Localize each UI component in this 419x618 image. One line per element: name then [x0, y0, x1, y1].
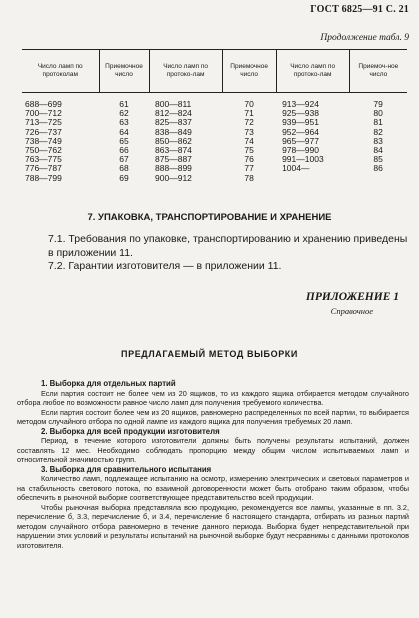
table-cell: 77 [244, 163, 254, 174]
table-cell: 825—837 [155, 117, 192, 128]
table-cell: 66 [119, 145, 129, 156]
page-header: ГОСТ 6825—91 С. 21 [310, 4, 409, 15]
table-cell: 78 [244, 172, 254, 183]
subsection-3-para-2: Чтобы рыночная выборка представляла всю продукцию, рекомендуется все лампы, указанные в пп. 3.2, перечисление б, 3.3, перечисление б, и 3.4, перечисление б настоящего стандарта, отбирать из разных партий методом случайного отбора равномерно в течение данного периода. Выборка будет непредставительной при нарушении этих условий и результаты испытаний на рыночной выборке будут несравнимы с данными протоколов изготовителя. [17, 502, 409, 550]
table-cell [349, 174, 407, 183]
table-cell: 84 [373, 145, 383, 156]
table-cell: 72 [244, 117, 254, 128]
table-cell: 939—951 [282, 117, 319, 128]
table-cell: 713—725 [25, 117, 62, 128]
table-cell: 965—977 [282, 135, 319, 146]
header-lamps-1: Число ламп по протоколам [22, 50, 99, 93]
table-cell: 800—811 [155, 99, 192, 109]
table-row [22, 137, 407, 146]
table-cell: 70 [244, 99, 254, 109]
table-cell: 64 [119, 126, 129, 137]
table-cell: 726—737 [25, 126, 62, 137]
table-cell: 991—1003 [282, 154, 324, 165]
table-cell: 61 [119, 99, 129, 109]
table-cell: 74 [244, 135, 254, 146]
table-cell: 763—775 [25, 154, 62, 165]
table-cell: 838—849 [155, 126, 192, 137]
table-cell: 788—799 [25, 172, 62, 183]
table-cell: 1004— [282, 163, 310, 174]
appendix-subtitle: Справочное [330, 306, 373, 316]
table-cell: 65 [119, 135, 129, 146]
section-7-2: 7.2. Гарантии изготовителя — в приложении 11. [48, 260, 282, 272]
table-cell: 913—924 [282, 99, 319, 109]
table-cell: 85 [373, 154, 383, 165]
subsection-3-para-1: Количество ламп, подлежащее испытанию на осмотр, измерению электрических и световых параметров и на стабильность светового потока, по взаимной договоренности может быть отобрано таким образом, чтобы обеспечить в рыночной выборке соответствующее представительство всей продукции. [17, 474, 409, 502]
section-7-title: 7. УПАКОВКА, ТРАНСПОРТИРОВАНИЕ И ХРАНЕНИЕ [87, 212, 332, 223]
table-row [22, 164, 407, 173]
table-cell: 812—824 [155, 108, 192, 119]
table-cell: 80 [373, 108, 383, 119]
table-row [22, 128, 407, 137]
table-cell: 888—899 [155, 163, 192, 174]
subsection-1-para-1: Если партия состоит не более чем из 20 ящиков, то из каждого ящика отбирается методом случайного отбора любое по возможности равное число ламп для получения требуемого количества. [17, 388, 409, 407]
section-7-1: 7.1. Требования по упаковке, транспортированию и хранению приведены в приложении 11. [48, 233, 408, 259]
header-lamps-3: Число ламп по протоко-лам [276, 50, 349, 93]
table-cell: 863—874 [155, 145, 192, 156]
subsection-3-title: 3. Выборка для сравнительного испытания [41, 464, 212, 474]
table-cell: 952—964 [282, 126, 319, 137]
acceptance-table [22, 49, 407, 183]
table-cell: 71 [244, 108, 254, 119]
table-cell: 875—887 [155, 154, 192, 165]
table-cell: 900—912 [155, 172, 192, 183]
table-cell: 68 [119, 163, 129, 174]
table-cell: 76 [244, 154, 254, 165]
table-cell: 738—749 [25, 135, 62, 146]
table-cell: 700—712 [25, 108, 62, 119]
method-title: ПРЕДЛАГАЕМЫЙ МЕТОД ВЫБОРКИ [121, 349, 298, 359]
appendix-title: ПРИЛОЖЕНИЕ 1 [305, 291, 399, 303]
table-row [22, 118, 407, 127]
subsection-2-para: Период, в течение которого изготовители должны быть получены результаты испытаний, должен составлять 12 мес. Необходимо соблюдать пропорцию между общим числом испытываемых ламп и относительной значимостью групп. [17, 436, 409, 464]
header-accept-3: Приемоч-ное число [349, 50, 407, 93]
table-row [22, 155, 407, 164]
table-cell: 73 [244, 126, 254, 137]
header-accept-1: Приемочное число [99, 50, 149, 93]
table-row [22, 146, 407, 155]
table-cell: 688—699 [25, 99, 62, 109]
table-cell: 82 [373, 126, 383, 137]
table-cell [276, 174, 349, 183]
table-continuation-label: Продолжение табл. 9 [320, 33, 409, 43]
table-cell: 79 [373, 99, 383, 109]
subsection-1-para-2: Если партия состоит более чем из 20 ящиков, равномерно распределенных по всей партии, то выбирается методом случайного отбора по одной лампе из каждого ящика для получения требуемых 20 ламп. [17, 407, 409, 426]
subsection-1-title: 1. Выборка для отдельных партий [41, 379, 176, 388]
table-cell: 750—762 [25, 145, 62, 156]
table-cell: 81 [373, 117, 383, 128]
table-cell: 86 [373, 163, 383, 174]
method-section-1 [17, 379, 409, 550]
table-cell: 62 [119, 108, 129, 119]
table-row [22, 93, 407, 110]
table-row [22, 174, 407, 183]
subsection-2-title: 2. Выборка для всей продукции изготовителя [41, 426, 220, 436]
table-header-row [22, 50, 407, 93]
table-cell: 67 [119, 154, 129, 165]
table-cell: 83 [373, 135, 383, 146]
table-cell: 850—862 [155, 135, 192, 146]
table-cell: 63 [119, 117, 129, 128]
table-cell: 925—938 [282, 108, 319, 119]
table-cell: 69 [119, 172, 129, 183]
table-cell: 75 [244, 145, 254, 156]
header-lamps-2: Число ламп по протоко-лам [149, 50, 222, 93]
header-accept-2: Приемочное число [222, 50, 276, 93]
table-cell: 978—990 [282, 145, 319, 156]
table-row [22, 109, 407, 118]
table-cell: 776—787 [25, 163, 62, 174]
